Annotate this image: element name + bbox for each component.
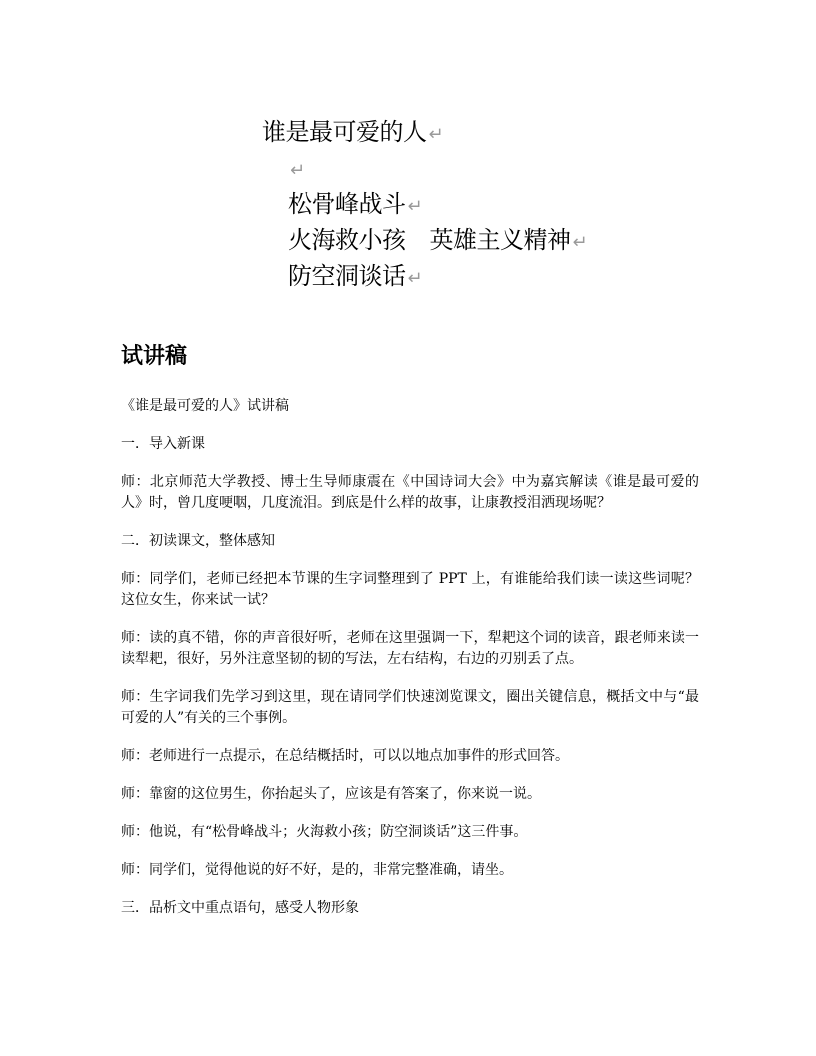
body-paragraph: 师：老师进行一点提示，在总结概括时，可以以地点加事件的形式回答。 (121, 748, 569, 764)
body-paragraph: 师：生字词我们先学习到这里，现在请同学们快速浏览课文，圈出关键信息，概括文中与“最可爱的人”有关的三个事例。 (121, 689, 699, 726)
document-body (121, 396, 699, 936)
doc-title-paragraph: 《谁是最可爱的人》试讲稿 (121, 398, 289, 414)
outline-item-2 (262, 222, 587, 258)
section-title-paragraph: 二．初读课文，整体感知 (121, 533, 275, 549)
body-paragraph: 师：读的真不错，你的声音很好听，老师在这里强调一下，犁耙这个词的读音，跟老师来读一读犁耙，很好，另外注意坚韧的韧的写法，左右结构，右边的刃别丢了点。 (121, 630, 699, 667)
paragraph-mark-icon: ↵ (407, 268, 423, 289)
outline-title: 谁是最可爱的人 (262, 118, 427, 146)
outline-item-1 (262, 186, 587, 222)
section-title-paragraph: 一．导入新课 (121, 436, 205, 452)
outline-blank-line (262, 150, 587, 186)
board-outline (262, 114, 587, 294)
section-heading: 试讲稿 (121, 344, 188, 369)
outline-item-3 (262, 258, 587, 294)
body-paragraph: 师：靠窗的这位男生，你抬起头了，应该是有答案了，你来说一说。 (121, 786, 541, 802)
outline-item-text: 防空洞谈话 (288, 262, 406, 290)
body-paragraph: 师：他说，有“松骨峰战斗；火海救小孩；防空洞谈话”这三件事。 (121, 824, 528, 840)
outline-item-text: 松骨峰战斗 (288, 190, 406, 218)
paragraph-mark-icon: ↵ (407, 196, 423, 217)
body-paragraph: 师：同学们，老师已经把本节课的生字词整理到了 PPT 上，有谁能给我们读一读这些词呢？这位女生，你来试一试？ (121, 571, 699, 608)
outline-title-line (262, 114, 587, 150)
outline-theme-text: 英雄主义精神 (429, 226, 571, 254)
outline-item-text: 火海救小孩 (288, 226, 406, 254)
paragraph-mark-icon: ↵ (572, 232, 588, 253)
body-paragraph: 师：同学们，觉得他说的好不好，是的，非常完整准确，请坐。 (121, 862, 513, 878)
section-title-paragraph: 三．品析文中重点语句，感受人物形象 (121, 900, 359, 916)
paragraph-mark-icon: ↵ (428, 124, 444, 145)
paragraph-mark-icon: ↵ (290, 160, 305, 181)
body-paragraph: 师：北京师范大学教授、博士生导师康震在《中国诗词大会》中为嘉宾解读《谁是最可爱的人》时，曾几度哽咽，几度流泪。到底是什么样的故事，让康教授泪洒现场呢？ (121, 474, 699, 511)
